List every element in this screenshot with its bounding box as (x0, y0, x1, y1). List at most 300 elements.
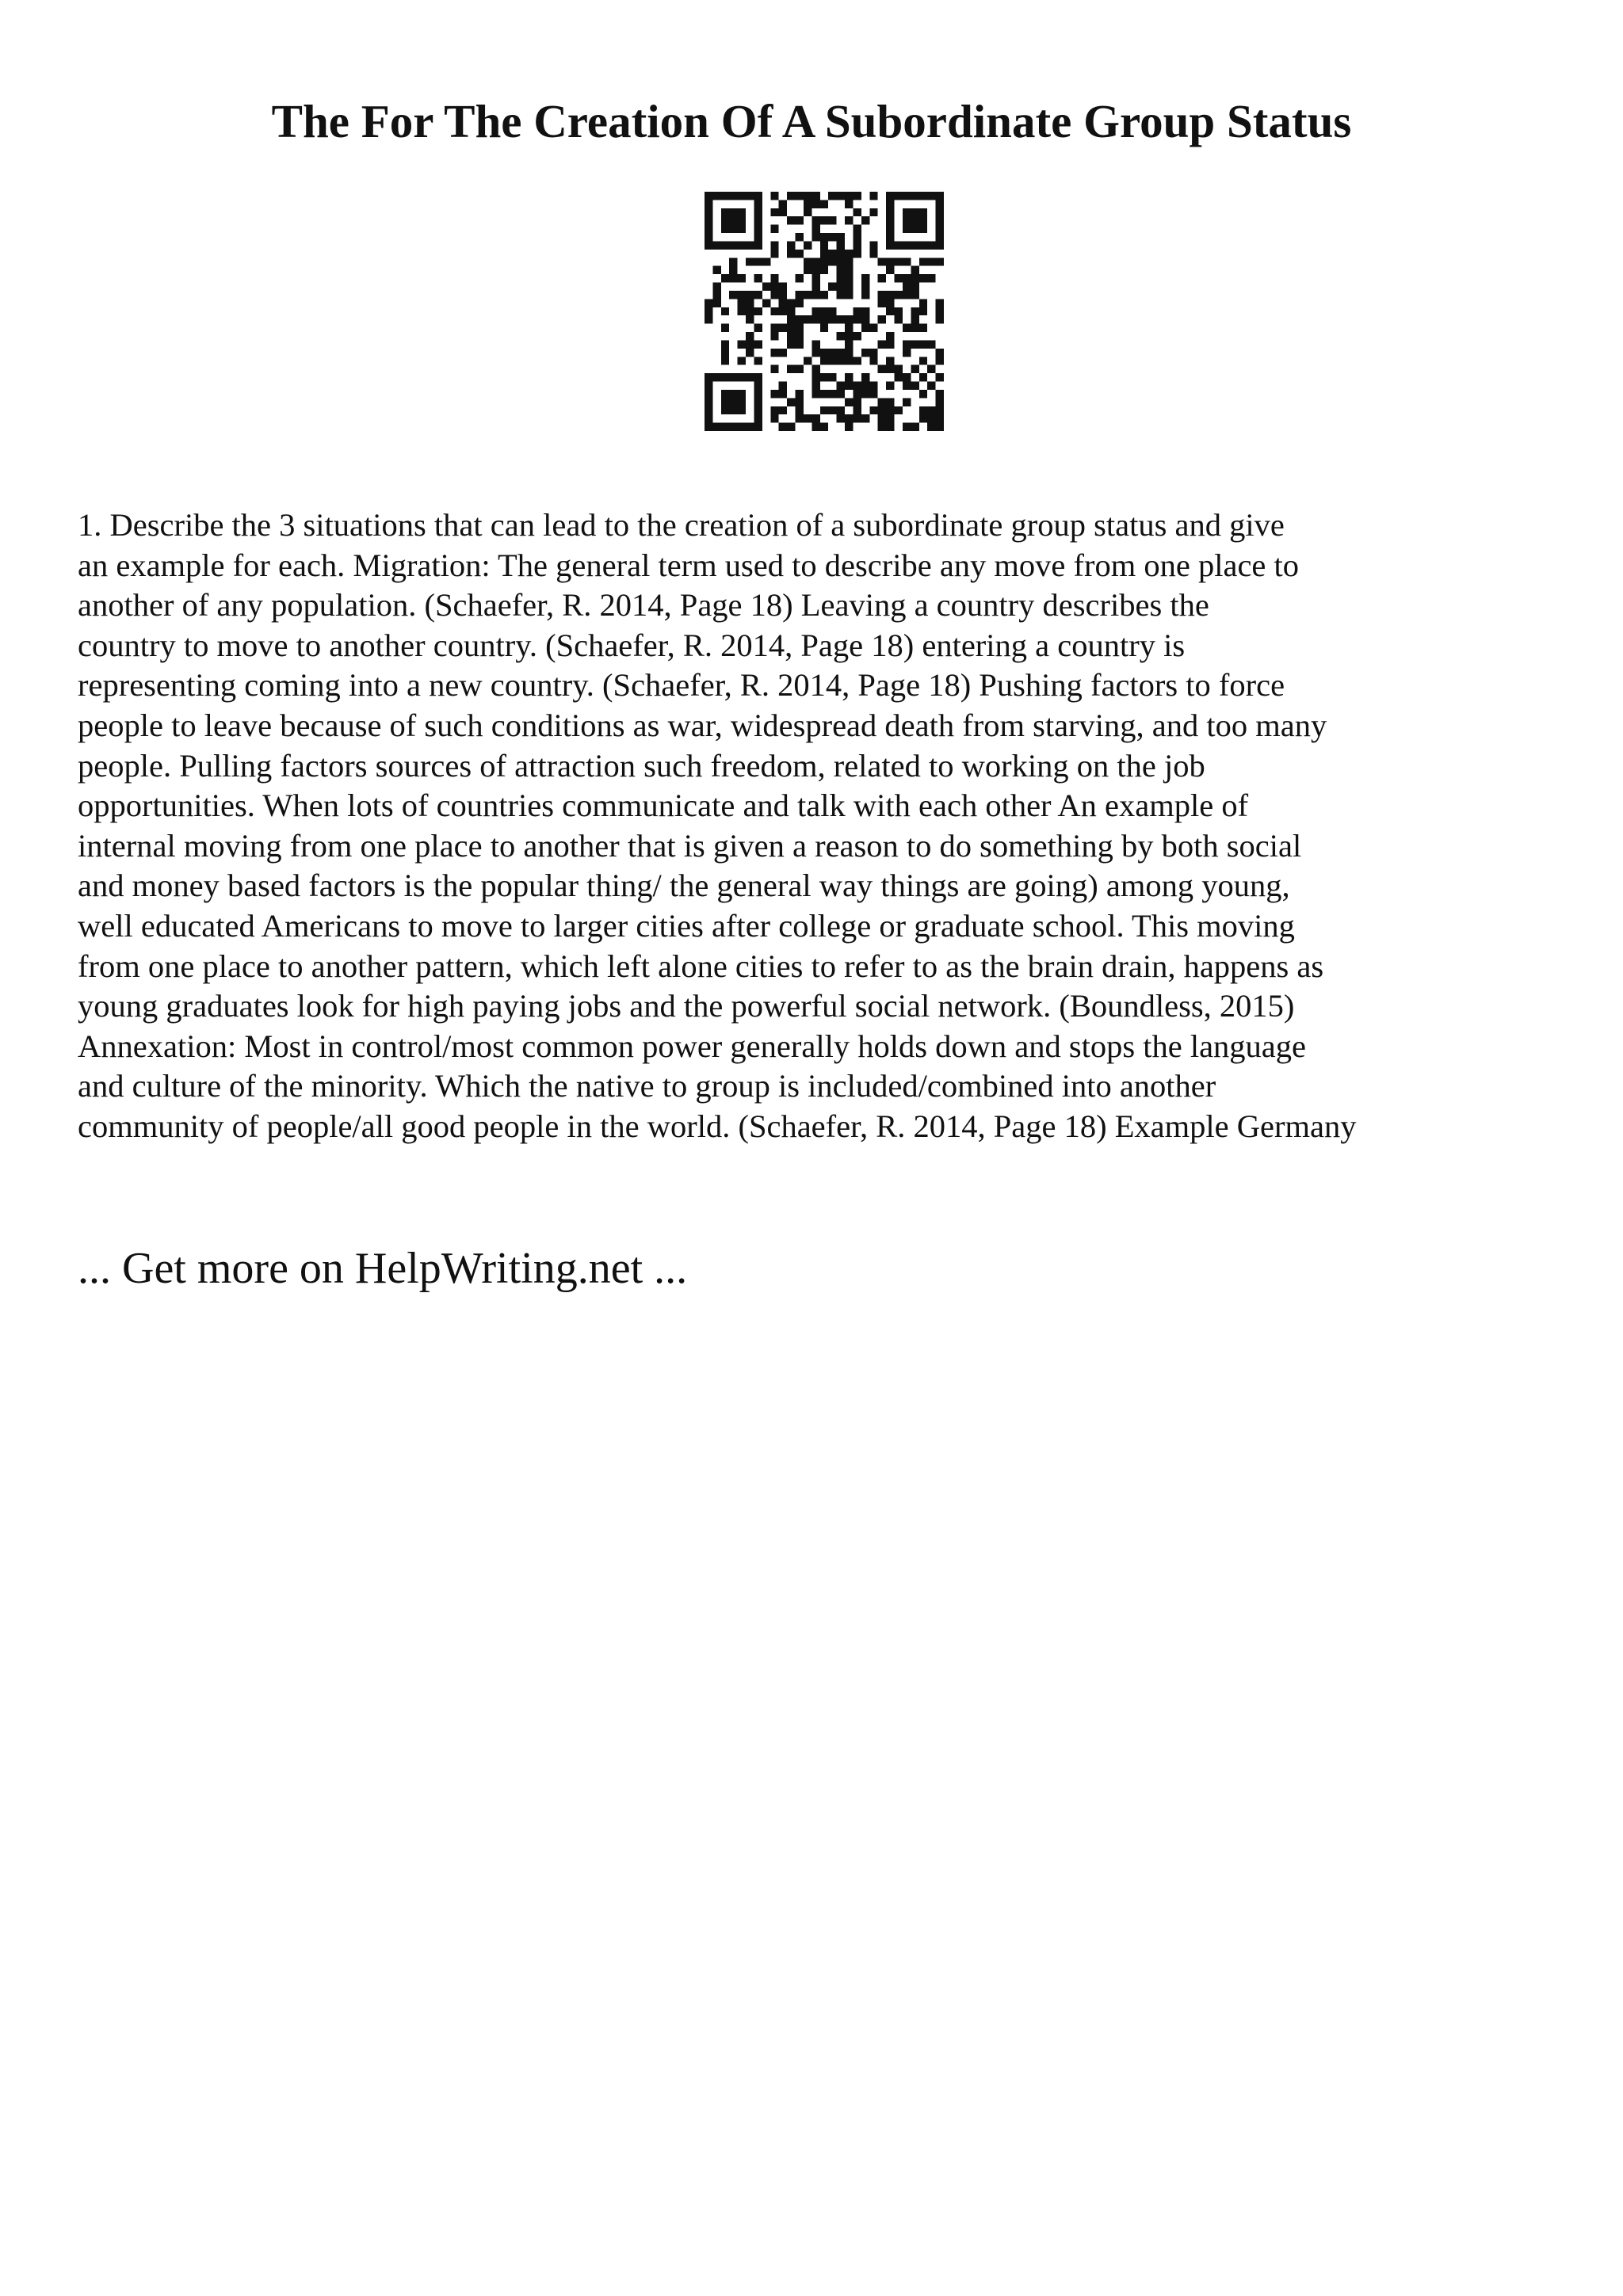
qr-module (812, 200, 819, 208)
qr-module (886, 340, 894, 348)
qr-module (878, 365, 886, 373)
qr-module (721, 274, 729, 282)
qr-module (779, 208, 787, 216)
qr-module (787, 192, 795, 200)
qr-module (845, 257, 853, 265)
qr-module (919, 299, 927, 307)
qr-module (770, 365, 778, 373)
qr-module (878, 315, 886, 323)
qr-module (779, 406, 787, 414)
qr-module (820, 241, 828, 249)
qr-module (828, 315, 836, 323)
qr-module (936, 225, 944, 233)
qr-module (754, 324, 762, 332)
qr-module (886, 216, 894, 224)
qr-module (754, 340, 762, 348)
qr-module (820, 257, 828, 265)
qr-module (796, 406, 804, 414)
qr-module (895, 192, 903, 200)
qr-module (845, 216, 853, 224)
qr-module (729, 225, 737, 233)
qr-module (812, 349, 819, 357)
qr-module (796, 250, 804, 257)
qr-module (754, 274, 762, 282)
qr-module (721, 241, 729, 249)
qr-module (746, 299, 754, 307)
qr-module (770, 390, 778, 398)
body-line: country to move to another country. (Schaefer, R. 2014, Page 18) entering a country is (78, 627, 1186, 663)
qr-module (878, 423, 886, 431)
qr-module (878, 398, 886, 406)
qr-module (886, 406, 894, 414)
qr-module (820, 266, 828, 274)
qr-module (770, 349, 778, 357)
qr-module (738, 274, 746, 282)
qr-module (787, 250, 795, 257)
qr-module (886, 332, 894, 340)
qr-module (895, 241, 903, 249)
qr-module (729, 398, 737, 406)
qr-module (845, 349, 853, 357)
qr-module (729, 274, 737, 282)
qr-module (861, 414, 869, 422)
qr-module (895, 373, 903, 381)
qr-module (796, 324, 804, 332)
qr-module (812, 266, 819, 274)
qr-module (721, 406, 729, 414)
qr-module (828, 192, 836, 200)
qr-module (729, 406, 737, 414)
qr-module (861, 315, 869, 323)
qr-module (796, 365, 804, 373)
qr-module (903, 192, 911, 200)
qr-module (911, 283, 918, 291)
qr-module (746, 423, 754, 431)
qr-module (903, 257, 911, 265)
qr-module (911, 208, 918, 216)
qr-module (903, 283, 911, 291)
body-line: and money based factors is the popular thing/ the general way things are going) among young, (78, 868, 1290, 904)
body-line: young graduates look for high paying jobs and the powerful social network. (Boundless, 2015) (78, 988, 1295, 1024)
qr-module (895, 406, 903, 414)
qr-module (845, 192, 853, 200)
qr-module (779, 307, 787, 315)
qr-module (738, 241, 746, 249)
body-line: and culture of the minority. Which the native to group is included/combined into another (78, 1068, 1216, 1104)
qr-module (869, 208, 877, 216)
qr-module (705, 382, 712, 390)
qr-module (886, 200, 894, 208)
qr-module (812, 274, 819, 282)
qr-module (812, 216, 819, 224)
qr-module (820, 216, 828, 224)
qr-module (787, 307, 795, 315)
qr-module (812, 192, 819, 200)
qr-module (779, 324, 787, 332)
qr-module (919, 208, 927, 216)
qr-module (804, 208, 812, 216)
qr-module (770, 283, 778, 291)
qr-module (705, 208, 712, 216)
qr-module (712, 283, 720, 291)
qr-module (845, 291, 853, 299)
qr-module (770, 225, 778, 233)
qr-module (919, 257, 927, 265)
qr-module (869, 192, 877, 200)
qr-module (895, 291, 903, 299)
qr-module (705, 233, 712, 241)
qr-module (746, 340, 754, 348)
qr-module (845, 283, 853, 291)
qr-module (911, 266, 918, 274)
qr-module (936, 216, 944, 224)
qr-module (754, 233, 762, 241)
qr-module (770, 241, 778, 249)
qr-module (754, 291, 762, 299)
qr-module (712, 192, 720, 200)
qr-module (812, 291, 819, 299)
qr-module (796, 340, 804, 348)
qr-module (754, 307, 762, 315)
qr-module (919, 216, 927, 224)
qr-module (812, 382, 819, 390)
qr-module (837, 349, 845, 357)
qr-module (936, 192, 944, 200)
qr-module (878, 291, 886, 299)
qr-module (853, 233, 861, 241)
qr-module (861, 324, 869, 332)
qr-module (721, 357, 729, 364)
qr-module (804, 200, 812, 208)
qr-module (895, 307, 903, 315)
qr-module (721, 225, 729, 233)
qr-module (861, 307, 869, 315)
qr-module (886, 414, 894, 422)
qr-module (936, 349, 944, 357)
qr-module (911, 382, 918, 390)
qr-module (820, 373, 828, 381)
qr-module (804, 266, 812, 274)
qr-module (721, 373, 729, 381)
qr-module (878, 340, 886, 348)
qr-module (861, 216, 869, 224)
qr-module (911, 274, 918, 282)
get-more-link[interactable]: ... Get more on HelpWriting.net ... (78, 1244, 688, 1293)
qr-module (770, 414, 778, 422)
qr-module (721, 349, 729, 357)
qr-module (779, 423, 787, 431)
qr-module (828, 390, 836, 398)
qr-module (903, 398, 911, 406)
qr-module (738, 398, 746, 406)
qr-module (738, 390, 746, 398)
qr-module (705, 241, 712, 249)
qr-module (837, 406, 845, 414)
qr-module (705, 414, 712, 422)
qr-module (820, 357, 828, 364)
qr-module (729, 266, 737, 274)
qr-module (895, 274, 903, 282)
qr-module (812, 315, 819, 323)
qr-module (721, 307, 729, 315)
qr-module (837, 315, 845, 323)
body-line: Annexation: Most in control/most common power generally holds down and stops the language (78, 1028, 1306, 1064)
qr-module (820, 200, 828, 208)
qr-module (746, 257, 754, 265)
qr-module (738, 216, 746, 224)
qr-module (845, 266, 853, 274)
qr-module (845, 414, 853, 422)
qr-module (729, 373, 737, 381)
qr-module (762, 257, 770, 265)
body-line: well educated Americans to move to larger cities after college or graduate school. This moving (78, 907, 1295, 944)
qr-module (837, 332, 845, 340)
qr-module (936, 208, 944, 216)
qr-module (903, 382, 911, 390)
qr-module (919, 192, 927, 200)
qr-module (869, 324, 877, 332)
qr-module (746, 373, 754, 381)
qr-module (787, 241, 795, 249)
qr-module (787, 398, 795, 406)
qr-module (796, 291, 804, 299)
qr-module (812, 390, 819, 398)
qr-module (705, 299, 712, 307)
qr-module (895, 257, 903, 265)
qr-module (787, 324, 795, 332)
qr-module (853, 315, 861, 323)
body-line: from one place to another pattern, which left alone cities to refer to as the brain drain, happens as (78, 948, 1324, 984)
qr-module (845, 373, 853, 381)
qr-module (869, 406, 877, 414)
qr-module (845, 250, 853, 257)
qr-module (729, 390, 737, 398)
qr-module (729, 192, 737, 200)
qr-module (828, 406, 836, 414)
qr-module (754, 225, 762, 233)
qr-module (754, 192, 762, 200)
qr-module (919, 390, 927, 398)
qr-module (812, 257, 819, 265)
qr-module (911, 307, 918, 315)
qr-module (878, 414, 886, 422)
qr-module (712, 373, 720, 381)
qr-module (878, 274, 886, 282)
qr-module (903, 274, 911, 282)
qr-module (927, 192, 935, 200)
qr-module (903, 423, 911, 431)
qr-module (837, 390, 845, 398)
qr-module (903, 291, 911, 299)
qr-module (927, 257, 935, 265)
qr-module (804, 315, 812, 323)
qr-module (919, 241, 927, 249)
qr-module (812, 307, 819, 315)
qr-module (721, 324, 729, 332)
qr-module (812, 225, 819, 233)
qr-module (853, 398, 861, 406)
qr-module (796, 390, 804, 398)
qr-module (853, 357, 861, 364)
body-line: 1. Describe the 3 situations that can lead to the creation of a subordinate group status and give (78, 507, 1285, 543)
qr-module (936, 200, 944, 208)
qr-module (746, 349, 754, 357)
qr-module (779, 283, 787, 291)
qr-module (886, 192, 894, 200)
qr-module (936, 373, 944, 381)
qr-module (911, 315, 918, 323)
qr-module (812, 423, 819, 431)
qr-module (861, 373, 869, 381)
qr-module (869, 241, 877, 249)
qr-module (845, 423, 853, 431)
qr-module (712, 291, 720, 299)
qr-module (861, 291, 869, 299)
qr-module (903, 324, 911, 332)
qr-module (705, 315, 712, 323)
qr-module (878, 299, 886, 307)
qr-module (746, 241, 754, 249)
qr-module (845, 274, 853, 282)
qr-module (845, 332, 853, 340)
qr-module (886, 382, 894, 390)
page-title: The For The Creation Of A Subordinate Group Status (271, 95, 1352, 147)
qr-module (911, 324, 918, 332)
qr-module (770, 208, 778, 216)
qr-module (705, 390, 712, 398)
qr-module (705, 200, 712, 208)
qr-module (738, 291, 746, 299)
qr-module (721, 398, 729, 406)
qr-module (754, 406, 762, 414)
qr-module (812, 414, 819, 422)
qr-module (754, 208, 762, 216)
qr-module (936, 315, 944, 323)
qr-module (746, 332, 754, 340)
qr-module (820, 307, 828, 315)
qr-module (853, 225, 861, 233)
qr-module (853, 332, 861, 340)
qr-module (812, 365, 819, 373)
qr-module (738, 357, 746, 364)
qr-module (770, 332, 778, 340)
qr-module (738, 307, 746, 315)
qr-module (787, 365, 795, 373)
qr-module (796, 216, 804, 224)
qr-module (804, 241, 812, 249)
qr-module (796, 299, 804, 307)
qr-module (705, 373, 712, 381)
qr-module (837, 250, 845, 257)
qr-module (754, 241, 762, 249)
body-line: another of any population. (Schaefer, R. 2014, Page 18) Leaving a country describes the (78, 587, 1209, 624)
qr-module (886, 257, 894, 265)
qr-module (927, 365, 935, 373)
qr-module (746, 315, 754, 323)
qr-module (705, 216, 712, 224)
body-line: people. Pulling factors sources of attraction such freedom, related to working on the job (78, 747, 1205, 784)
qr-module (754, 216, 762, 224)
qr-module (927, 274, 935, 282)
qr-module (796, 398, 804, 406)
qr-module (804, 257, 812, 265)
qr-module (812, 340, 819, 348)
qr-module (853, 250, 861, 257)
qr-module (845, 340, 853, 348)
qr-module (738, 192, 746, 200)
qr-module (812, 283, 819, 291)
qr-module (936, 307, 944, 315)
qr-module (919, 274, 927, 282)
qr-module (853, 414, 861, 422)
qr-module (705, 406, 712, 414)
qr-module (837, 291, 845, 299)
qr-module (787, 340, 795, 348)
qr-module (796, 332, 804, 340)
qr-module (738, 340, 746, 348)
qr-module (919, 414, 927, 422)
qr-module (729, 208, 737, 216)
qr-module (828, 349, 836, 357)
qr-module (787, 332, 795, 340)
qr-module (820, 324, 828, 332)
qr-module (796, 233, 804, 241)
qr-module (820, 390, 828, 398)
qr-module (770, 406, 778, 414)
qr-module (738, 373, 746, 381)
qr-module (746, 192, 754, 200)
qr-module (721, 216, 729, 224)
qr-module (770, 192, 778, 200)
qr-module (936, 233, 944, 241)
qr-module (861, 390, 869, 398)
qr-module (869, 349, 877, 357)
qr-module (820, 406, 828, 414)
qr-module (927, 340, 935, 348)
qr-module (903, 340, 911, 348)
qr-module (787, 299, 795, 307)
qr-module (770, 250, 778, 257)
qr-module (729, 216, 737, 224)
qr-module (746, 307, 754, 315)
qr-module (861, 349, 869, 357)
qr-module (705, 192, 712, 200)
qr-module (837, 266, 845, 274)
qr-module (712, 241, 720, 249)
qr-module (869, 390, 877, 398)
qr-module (796, 192, 804, 200)
body-line: representing coming into a new country. (Schaefer, R. 2014, Page 18) Pushing factors to force (78, 667, 1285, 704)
qr-module (779, 299, 787, 307)
qr-module (895, 365, 903, 373)
qr-module (927, 241, 935, 249)
qr-module (936, 257, 944, 265)
qr-module (820, 315, 828, 323)
qr-module (853, 241, 861, 249)
qr-module (820, 291, 828, 299)
qr-module (820, 423, 828, 431)
qr-module (705, 423, 712, 431)
qr-module (820, 349, 828, 357)
qr-module (721, 192, 729, 200)
qr-module (804, 192, 812, 200)
qr-module (845, 357, 853, 364)
qr-module (936, 390, 944, 398)
qr-module (820, 233, 828, 241)
qr-module (804, 414, 812, 422)
qr-module (886, 423, 894, 431)
qr-module (903, 208, 911, 216)
